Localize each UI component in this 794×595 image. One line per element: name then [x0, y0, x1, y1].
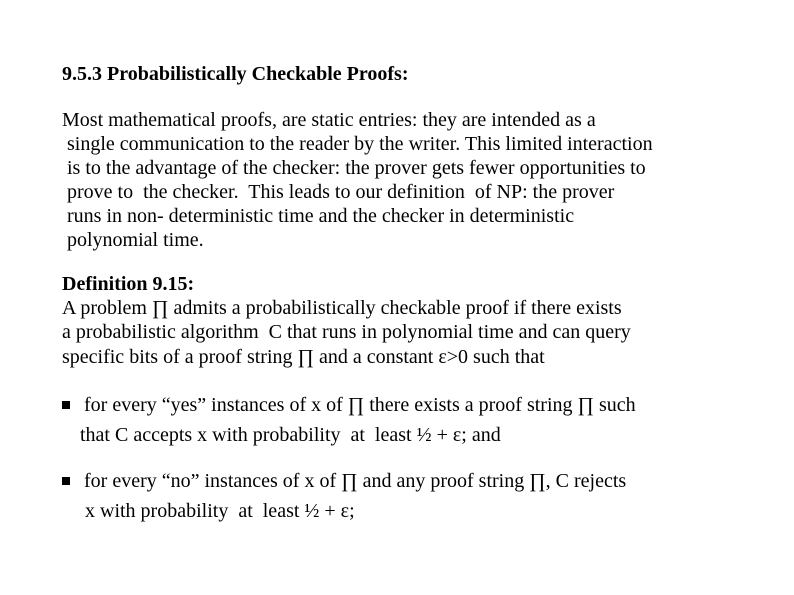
- intro-line: Most mathematical proofs, are static entries: they are intended as a: [62, 109, 596, 131]
- intro-line: is to the advantage of the checker: the prover gets fewer opportunities to: [62, 157, 646, 179]
- square-bullet-icon: [62, 401, 70, 409]
- section-title: 9.5.3 Probabilistically Checkable Proofs:: [62, 63, 409, 85]
- bullet-line: that C accepts x with probability at least ½ + ε; and: [80, 424, 501, 446]
- bullet-line: for every “yes” instances of x of ∏ there exists a proof string ∏ such: [84, 394, 636, 416]
- bullet-line: for every “no” instances of x of ∏ and any proof string ∏, C rejects: [84, 470, 627, 492]
- intro-line: prove to the checker. This leads to our definition of NP: the prover: [62, 181, 615, 203]
- square-bullet-icon: [62, 477, 70, 485]
- definition-title: Definition 9.15:: [62, 273, 195, 295]
- intro-line: single communication to the reader by the writer. This limited interaction: [62, 133, 653, 155]
- intro-line: polynomial time.: [62, 229, 204, 251]
- definition-line: a probabilistic algorithm C that runs in polynomial time and can query: [62, 321, 631, 343]
- intro-line: runs in non- deterministic time and the checker in deterministic: [62, 205, 575, 227]
- definition-line: A problem ∏ admits a probabilistically checkable proof if there exists: [62, 297, 622, 319]
- bullet-line: x with probability at least ½ + ε;: [80, 500, 355, 522]
- definition-line: specific bits of a proof string ∏ and a constant ε>0 such that: [62, 346, 545, 368]
